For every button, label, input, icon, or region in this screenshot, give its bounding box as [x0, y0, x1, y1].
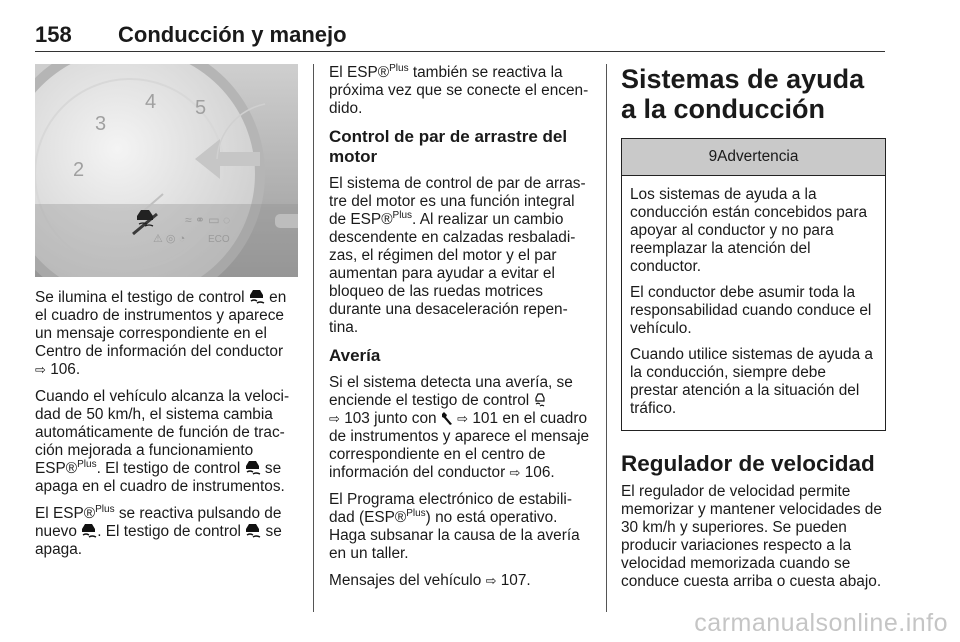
paragraph: Si el sistema detecta una avería, se enciende el testigo de control ⇨ 103 junto con ⇨ 101 en el cuadro de instrumentos y aparece el mensaje correspondiente en el centro de información del conductor ⇨ 106.: [329, 374, 590, 481]
gauge-number: 5: [195, 97, 207, 119]
paragraph: Se ilumina el testigo de control en el cuadro de instrumentos y aparece un mensaje correspondiente en el Centro de información del conductor ⇨ 106.: [35, 289, 287, 378]
esp-off-icon: [245, 523, 261, 538]
paragraph: El regulador de velocidad permite memorizar y mantener velocidades de 30 km/h y superiores. Se pueden producir variaciones respecto a la velocidad memorizada cuando se conduce cuesta arriba o cuesta abajo.: [621, 483, 882, 590]
column-1: [35, 64, 298, 568]
watermark: carmanualsonline.info: [694, 609, 948, 637]
column-3: [621, 64, 886, 600]
esp-off-icon: [249, 289, 265, 304]
esp-off-icon: [245, 460, 261, 475]
page-ref-icon: ⇨: [509, 465, 521, 480]
svg-text:≈ ⚭ ▭ ◌: ≈ ⚭ ▭ ◌: [185, 213, 231, 227]
chapter-title: Conducción y manejo: [118, 22, 347, 47]
esp-warning-icon: [534, 393, 546, 407]
warning-label: Advertencia: [717, 148, 799, 165]
heading-traction-control: Control de par de arrastre del motor: [329, 127, 568, 166]
warning-paragraph: Los sistemas de ayuda a la conducción están concebidos para apoyar al conductor y no para reemplazar la atención del conductor.: [630, 186, 868, 275]
paragraph: Mensajes del vehículo ⇨ 107.: [329, 572, 531, 589]
page-ref-icon: ⇨: [457, 411, 469, 426]
heading-fault: Avería: [329, 346, 381, 365]
paragraph: El Programa electrónico de estabili-dad (ESP®$^{Plus}$) no está operativo. Haga subsanar la causa de la avería en un taller.: [329, 491, 580, 562]
column-divider: [606, 64, 607, 612]
instrument-cluster-illustration: [35, 64, 298, 277]
gauge-number: 3: [95, 113, 107, 135]
paragraph: El sistema de control de par de arras-tre del motor es una función integral de ESP®$^{Plus}$. Al realizar un cambio descendente en calzadas resbaladi-zas, el régimen del motor y el par aumentan para ayudar a evitar el bloqueo de las ruedas motrices durante una desaceleración repen-tina.: [329, 175, 586, 336]
page-header: [35, 22, 885, 50]
page-ref-icon: ⇨: [485, 573, 497, 588]
section-title: Sistemas de ayuda a la conducción: [621, 64, 865, 124]
column-2: [329, 64, 591, 599]
warning-paragraph: Cuando utilice sistemas de ayuda a la conducción, siempre debe prestar atención a la situación del tráfico.: [630, 346, 873, 417]
page-number: 158: [35, 22, 72, 47]
page-ref-icon: ⇨: [35, 362, 46, 377]
gauge-number: 2: [73, 159, 85, 181]
warning-box: [621, 138, 886, 431]
svg-text:⚠ ◎ ◔: ⚠ ◎ ◔: [153, 233, 186, 245]
instrument-cluster-photo: [35, 64, 298, 277]
header-rule: [35, 51, 885, 52]
gauge-number: 4: [145, 91, 157, 113]
warning-paragraph: El conductor debe asumir toda la responsabilidad cuando conduce el vehículo.: [630, 284, 872, 337]
warning-body: [622, 176, 885, 430]
heading-cruise-control: Regulador de velocidad: [621, 451, 875, 476]
paragraph: El ESP®$^{Plus}$ también se reactiva la próxima vez que se conecte el encen-dido.: [329, 62, 589, 117]
page-ref-icon: ⇨: [329, 411, 340, 426]
warning-mark: 9: [708, 148, 718, 165]
warning-header: [622, 139, 885, 176]
column-divider: [313, 64, 314, 612]
wrench-icon: [441, 411, 453, 425]
paragraph: Cuando el vehículo alcanza la veloci-dad de 50 km/h, el sistema cambia automáticamente de función de trac-ción mejorada a funcionamiento ESP®$^{Plus}$. El testigo de control se apaga en el cuadro de instrumentos.: [35, 388, 290, 495]
esp-off-icon: [81, 523, 97, 538]
paragraph: El ESP®$^{Plus}$ se reactiva pulsando de nuevo . El testigo de control se apaga.: [35, 503, 282, 558]
eco-label: ECO: [208, 234, 230, 245]
